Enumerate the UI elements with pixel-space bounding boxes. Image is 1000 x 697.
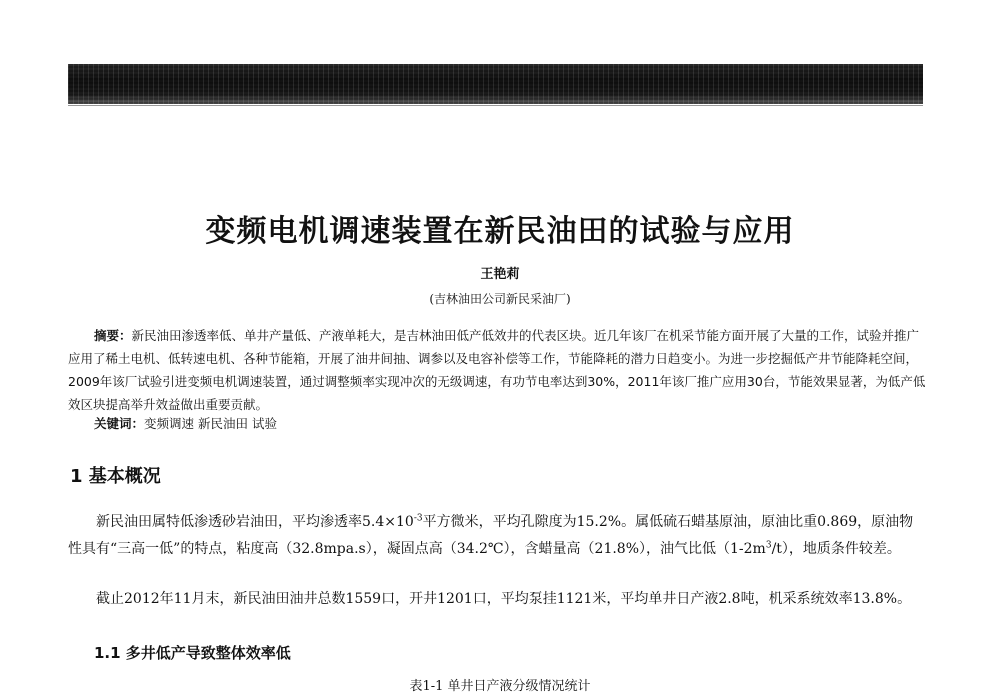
banner-rule	[68, 105, 923, 106]
para1-part-c: /t），地质条件较差。	[771, 541, 901, 557]
table-caption: 表1-1 单井日产液分级情况统计	[409, 679, 591, 694]
paragraph-wells: 截止2012年11月末，新民油田油井总数1559口，开井1201口，平均泵挂1121米，平均单井日产液2.8吨，机采系统效率13.8%。	[96, 591, 912, 607]
para1-exponent: -3	[413, 513, 423, 524]
para1-part-a: 新民油田属特低渗透砂岩油田，平均渗透率5.4×10	[96, 514, 414, 530]
abstract	[68, 324, 926, 416]
keywords	[94, 414, 277, 432]
author-affiliation: (吉林油田公司新民采油厂)	[429, 292, 571, 306]
keywords-label: 关键词：	[94, 416, 145, 431]
abstract-label: 摘要：	[94, 328, 132, 343]
para1-part-b: 平方微米，平均孔隙度为15.2%。属低硫石蜡基原油，原油比重0.869，原油物性具有“三高一低”的特点，粘度高（32.8mpa.s），凝固点高（34.2℃），含蜡量高（21.8%），油气比低（1-2m	[68, 514, 914, 557]
author-name: 王艳莉	[480, 267, 520, 282]
para1-exponent-2: 3	[765, 540, 772, 551]
header-banner	[68, 64, 923, 104]
section-heading-1-1: 1.1 多井低产导致整体效率低	[94, 644, 291, 662]
paragraph-overview	[68, 509, 926, 563]
section-heading-1: 1 基本概况	[70, 466, 161, 487]
abstract-text: 新民油田渗透率低、单井产量低、产液单耗大，是吉林油田低产低效井的代表区块。近几年该厂在机采节能方面开展了大量的工作，试验并推广应用了稀土电机、低转速电机、各种节能箱，开展了油井间抽、调参以及电容补偿等工作，节能降耗的潜力日趋变小。为进一步挖掘低产井节能降耗空间，2009年该厂试验引进变频电机调速装置，通过调整频率实现冲次的无级调速，有功节电率达到30%，2011年该厂推广应用30台，节能效果显著，为低产低效区块提高举升效益做出重要贡献。	[68, 328, 926, 412]
keywords-text: 变频调速 新民油田 试验	[144, 416, 277, 431]
paper-title: 变频电机调速装置在新民油田的试验与应用	[205, 214, 795, 249]
